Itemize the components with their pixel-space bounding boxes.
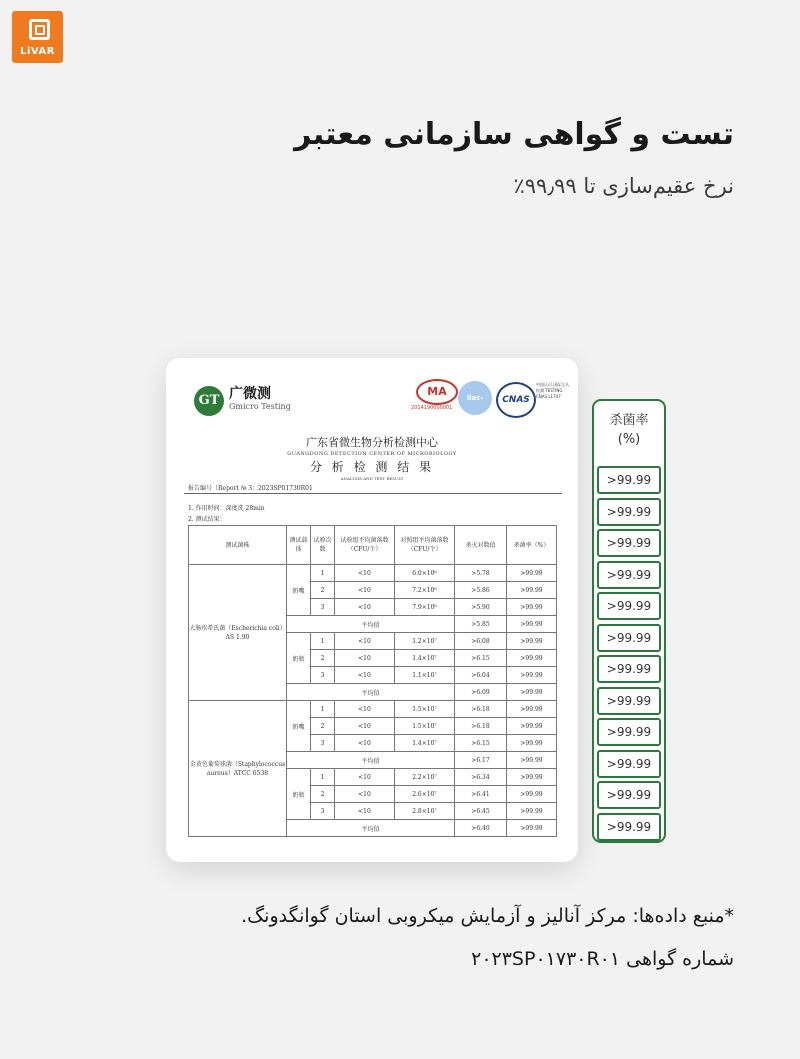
table-cell: 2 bbox=[311, 650, 335, 667]
table-cell: >5.78 bbox=[455, 565, 507, 582]
table-cell: >99.99 bbox=[507, 599, 557, 616]
organism-cell: 大肠埃希氏菌（Escherichia coli）AS 1.90 bbox=[189, 565, 287, 701]
table-cell: <10 bbox=[335, 803, 395, 820]
table-cell: <10 bbox=[335, 650, 395, 667]
report-number: 报告编号（Report № 3：2023SP01730R01 bbox=[188, 485, 313, 492]
rate-header-label: 杀菌率 bbox=[609, 413, 649, 428]
table-cell: <10 bbox=[335, 582, 395, 599]
table-cell: >99.99 bbox=[507, 684, 557, 701]
table-cell: 2 bbox=[311, 582, 335, 599]
table-row bbox=[189, 565, 557, 582]
note-test-result: 2. 测试结果： bbox=[188, 516, 226, 523]
rate-value: >99.99 bbox=[597, 718, 661, 746]
table-cell: 1.5×10⁷ bbox=[395, 718, 455, 735]
table-cell: >99.99 bbox=[507, 752, 557, 769]
table-header-row bbox=[189, 526, 557, 565]
table-cell: >5.85 bbox=[455, 616, 507, 633]
result-table bbox=[188, 525, 557, 837]
table-cell: >6.18 bbox=[455, 701, 507, 718]
table-cell: 2 bbox=[311, 786, 335, 803]
table-cell: 2.2×10⁷ bbox=[395, 769, 455, 786]
table-cell: 7.2×10⁶ bbox=[395, 582, 455, 599]
table-cell: >99.99 bbox=[507, 735, 557, 752]
table-row bbox=[189, 701, 557, 718]
sterilization-rate-highlight bbox=[592, 399, 666, 843]
table-cell: >99.99 bbox=[507, 701, 557, 718]
table-cell: 1.4×10⁷ bbox=[395, 735, 455, 752]
table-cell: 1 bbox=[311, 565, 335, 582]
certificate-number: شماره گواهی ۲۰۲۳SP۰۱۷۳۰R۰۱ bbox=[471, 948, 734, 970]
table-cell: >99.99 bbox=[507, 616, 557, 633]
table-cell: >6.15 bbox=[455, 650, 507, 667]
table-cell: 1 bbox=[311, 633, 335, 650]
table-header-cell: 试验组平均菌落数（CFU/个） bbox=[335, 526, 395, 565]
rate-value: >99.99 bbox=[597, 624, 661, 652]
rate-header-unit: (%) bbox=[617, 432, 641, 447]
table-cell: >99.99 bbox=[507, 803, 557, 820]
rate-value: >99.99 bbox=[597, 813, 661, 841]
table-cell: 2.6×10⁷ bbox=[395, 786, 455, 803]
rate-value: >99.99 bbox=[597, 466, 661, 494]
table-cell: <10 bbox=[335, 565, 395, 582]
table-cell: 平均值 bbox=[287, 820, 455, 837]
table-cell: >6.04 bbox=[455, 667, 507, 684]
table-cell: <10 bbox=[335, 786, 395, 803]
ma-number: 2014190000001 bbox=[411, 405, 453, 411]
table-cell: >5.86 bbox=[455, 582, 507, 599]
table-cell: >6.40 bbox=[455, 820, 507, 837]
table-cell: <10 bbox=[335, 769, 395, 786]
rate-value: >99.99 bbox=[597, 498, 661, 526]
table-cell: <10 bbox=[335, 599, 395, 616]
table-cell: >6.41 bbox=[455, 786, 507, 803]
page-title: تست و گواهی سازمانی معتبر bbox=[294, 117, 734, 152]
ma-badge-icon: MA bbox=[416, 379, 458, 405]
result-title-cn: 分 析 检 测 结 果 bbox=[309, 460, 435, 474]
table-cell: >6.09 bbox=[455, 684, 507, 701]
table-cell: <10 bbox=[335, 735, 395, 752]
cnas-badge-icon: CNAS bbox=[496, 382, 536, 418]
table-cell: 3 bbox=[311, 667, 335, 684]
cnas-text: 中国认可 国际互认 检测 TESTING CNAS L1747 bbox=[536, 382, 570, 399]
data-source-note: *منبع داده‌ها: مرکز آنالیز و آزمایش میکروبی استان گوانگدونگ. bbox=[241, 905, 734, 927]
rate-value: >99.99 bbox=[597, 750, 661, 778]
table-cell: 6.0×10⁶ bbox=[395, 565, 455, 582]
table-cell: >99.99 bbox=[507, 565, 557, 582]
organism-cell: 金黄色葡萄球菌（Staphylococcus aureus）ATCC 6538 bbox=[189, 701, 287, 837]
carrier-cell: 奶嘴 bbox=[287, 565, 311, 616]
table-cell: 1 bbox=[311, 769, 335, 786]
table-cell: 7.9×10⁶ bbox=[395, 599, 455, 616]
ilac-badge-icon: ilac-MRA bbox=[458, 381, 492, 415]
table-cell: >99.99 bbox=[507, 718, 557, 735]
rate-value: >99.99 bbox=[597, 655, 661, 683]
table-cell: >5.90 bbox=[455, 599, 507, 616]
note-action-time: 1. 作用时间：深度洗 28min bbox=[188, 505, 265, 512]
table-cell: 3 bbox=[311, 735, 335, 752]
table-cell: 1.5×10⁷ bbox=[395, 701, 455, 718]
livar-logo-text: LiVAR bbox=[20, 46, 55, 57]
rate-value: >99.99 bbox=[597, 687, 661, 715]
lab-name-cn: 广微测 bbox=[229, 386, 271, 402]
livar-logo-icon bbox=[29, 19, 50, 40]
table-cell: 2 bbox=[311, 718, 335, 735]
table-cell: >99.99 bbox=[507, 667, 557, 684]
result-title-en: ANALYSIS AND TEST RESULT bbox=[340, 476, 404, 481]
table-cell: 1.2×10⁷ bbox=[395, 633, 455, 650]
divider bbox=[184, 493, 562, 494]
table-cell: <10 bbox=[335, 667, 395, 684]
table-cell: >6.34 bbox=[455, 769, 507, 786]
livar-logo bbox=[12, 11, 63, 63]
table-cell: <10 bbox=[335, 718, 395, 735]
table-header-cell: 杀灭对数值 bbox=[455, 526, 507, 565]
table-cell: >99.99 bbox=[507, 786, 557, 803]
table-cell: 1.4×10⁷ bbox=[395, 650, 455, 667]
table-cell: 1 bbox=[311, 701, 335, 718]
table-header-cell: 对照组平均菌落数（CFU/个） bbox=[395, 526, 455, 565]
table-cell: >99.99 bbox=[507, 650, 557, 667]
table-cell: <10 bbox=[335, 701, 395, 718]
table-cell: >6.18 bbox=[455, 718, 507, 735]
table-cell: >99.99 bbox=[507, 769, 557, 786]
center-name-cn: 广东省微生物分析检测中心 bbox=[306, 436, 438, 449]
lab-name-en: Gmicro Testing bbox=[229, 402, 291, 411]
center-name-en: GUANGDONG DETECTION CENTER OF MICROBIOLOGY bbox=[287, 451, 457, 457]
table-cell: >99.99 bbox=[507, 820, 557, 837]
table-cell: 3 bbox=[311, 803, 335, 820]
table-cell: <10 bbox=[335, 633, 395, 650]
table-header-cell: 试验次数 bbox=[311, 526, 335, 565]
table-cell: 平均值 bbox=[287, 616, 455, 633]
rate-value: >99.99 bbox=[597, 592, 661, 620]
lab-logo-icon: GT bbox=[194, 386, 224, 416]
carrier-cell: 奶瓶 bbox=[287, 633, 311, 684]
rate-value: >99.99 bbox=[597, 781, 661, 809]
table-cell: >99.99 bbox=[507, 633, 557, 650]
table-cell: 平均值 bbox=[287, 684, 455, 701]
table-header-cell: 测试载体 bbox=[287, 526, 311, 565]
table-cell: >99.99 bbox=[507, 582, 557, 599]
page-subtitle: نرخ عقیم‌سازی تا ۹۹٫۹۹٪ bbox=[513, 174, 734, 198]
carrier-cell: 奶嘴 bbox=[287, 701, 311, 752]
table-cell: 2.8×10⁷ bbox=[395, 803, 455, 820]
table-cell: 1.1×10⁷ bbox=[395, 667, 455, 684]
table-header-cell: 测试菌株 bbox=[189, 526, 287, 565]
table-cell: 平均值 bbox=[287, 752, 455, 769]
rate-value: >99.99 bbox=[597, 561, 661, 589]
rate-header bbox=[594, 411, 664, 449]
table-cell: 3 bbox=[311, 599, 335, 616]
table-cell: >6.15 bbox=[455, 735, 507, 752]
table-cell: >6.17 bbox=[455, 752, 507, 769]
table-header-cell: 杀菌率（%） bbox=[507, 526, 557, 565]
table-cell: >6.08 bbox=[455, 633, 507, 650]
carrier-cell: 奶瓶 bbox=[287, 769, 311, 820]
certificate-document bbox=[166, 358, 578, 862]
table-cell: >6.45 bbox=[455, 803, 507, 820]
rate-value: >99.99 bbox=[597, 529, 661, 557]
